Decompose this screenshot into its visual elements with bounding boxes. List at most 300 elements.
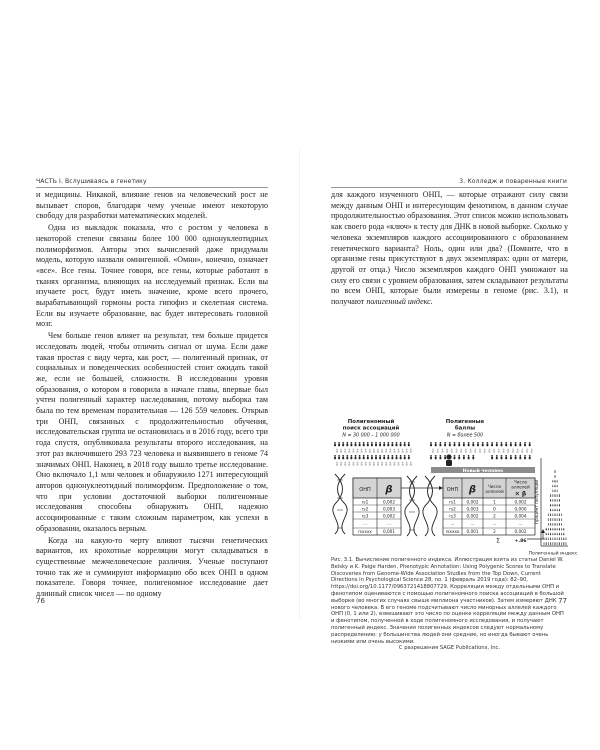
person-head [555,523,556,524]
person-head [440,455,442,457]
scores-col-snp: ОНП [446,487,459,493]
new-person-icon [446,454,452,466]
person-body [507,450,509,452]
person-head [400,455,402,457]
person-body [554,534,555,535]
person-head [557,499,558,500]
person-head [460,449,462,451]
person-body [379,457,381,459]
person-body [550,495,551,496]
person-head [334,442,336,444]
person-head [385,462,387,464]
person-body [474,450,476,452]
person-head [430,442,432,444]
person-body [398,463,400,465]
person-body [385,463,387,465]
person-body [550,529,551,530]
person-head [406,462,408,464]
gwas-table [353,478,401,535]
person-head [437,449,439,451]
person-body [496,457,498,459]
left-body-text [36,190,268,600]
person-head [529,455,531,457]
person-body [559,539,560,540]
person-body [470,450,472,452]
person-head [561,518,562,519]
person-head [559,533,560,534]
person-head [472,455,474,457]
person-body [387,444,389,446]
person-body [488,450,490,452]
person-head [557,533,558,534]
person-head [550,537,551,538]
person-body [381,450,383,452]
person-head [563,537,564,538]
person-head [552,533,553,534]
person-head [496,455,498,457]
person-head [440,442,442,444]
person-body [446,450,448,452]
person-body [435,457,437,459]
person-head [548,518,549,519]
person-body [400,444,402,446]
person-head [524,455,526,457]
person-body [550,505,551,506]
person-head [550,494,551,495]
person-head [519,442,521,444]
gwas-row1-beta: 0,002 [383,499,395,505]
person-body [371,444,373,446]
scores-col-count-1: Число [487,484,502,489]
person-body [367,457,369,459]
person-head [340,449,342,451]
person-body [449,444,451,446]
person-body [552,519,553,520]
person-body [458,444,460,446]
person-body [371,457,373,459]
person-body [468,457,470,459]
person-head [557,509,558,510]
person-head [361,449,363,451]
person-head [491,455,493,457]
person-body [355,444,357,446]
person-body [559,495,560,496]
person-body [385,450,387,452]
person-body [546,534,547,535]
gwas-last-beta: 0,001 [383,529,395,534]
person-head [552,509,553,510]
person-head [557,542,558,543]
person-body [498,450,500,452]
scores-col-product-3: × β [514,490,527,498]
person-body [552,500,553,501]
person-body [435,444,437,446]
person-head [355,442,357,444]
person-body [554,476,555,477]
gwas-title-2: поиск ассоциаций [342,425,400,432]
person-body [334,444,336,446]
person-head [365,449,367,451]
scores-last-product: 0,002 [514,529,527,534]
person-head [432,449,434,451]
person-head [361,462,363,464]
person-head [458,455,460,457]
person-body [340,450,342,452]
person-body [379,444,381,446]
person-body [367,444,369,446]
person-body [404,457,406,459]
person-body [463,444,465,446]
person-head [559,537,560,538]
person-body [550,510,551,511]
person-head [557,528,558,529]
person-body [557,510,558,511]
person-body [496,444,498,446]
person-body [519,444,521,446]
scores-col-product-2: аллелей [511,484,530,490]
person-head [507,449,509,451]
person-head [559,518,560,519]
person-head [389,449,391,451]
person-head [550,528,551,529]
person-head [408,455,410,457]
person-head [385,449,387,451]
person-body [338,457,340,459]
person-head [365,462,367,464]
person-body [393,463,395,465]
figure-polygenic-index [331,418,578,558]
right-page-number: 77 [558,597,567,605]
person-body [357,450,359,452]
person-head [550,523,551,524]
person-head [394,449,396,451]
person-body [561,529,562,530]
person-head [338,442,340,444]
person-body [437,450,439,452]
person-body [402,463,404,465]
person-head [548,537,549,538]
person-head [387,455,389,457]
polygenic-index-term: полигенный индекс [366,297,431,307]
person-head [546,533,547,534]
person-head [546,528,547,529]
person-head [550,542,551,543]
person-body [391,444,393,446]
person-head [550,509,551,510]
person-head [463,442,465,444]
gwas-row3-beta: 0,002 [383,513,395,519]
person-head [552,542,553,543]
person-head [552,480,553,481]
scores-row3-beta: 0,002 [466,513,479,519]
person-head [550,513,551,514]
to-distribution-arrow [527,529,545,539]
person-body [377,450,379,452]
right-header-rule [331,187,568,188]
person-head [389,462,391,464]
person-body [493,450,495,452]
right-body-text [331,190,568,308]
person-body [557,495,558,496]
gwas-title-1: Полигеномный [347,419,395,425]
person-head [456,449,458,451]
dna-helix-left [333,474,347,534]
person-body [486,444,488,446]
person-body [524,457,526,459]
person-body [552,524,553,525]
person-head [470,449,472,451]
person-head [458,442,460,444]
person-body [554,471,555,472]
person-head [381,449,383,451]
person-body [548,539,549,540]
person-head [435,455,437,457]
person-body [361,463,363,465]
scores-row2-product: 0,000 [514,506,527,512]
person-head [359,455,361,457]
person-body [554,519,555,520]
person-head [552,523,553,524]
person-body [505,444,507,446]
person-body [406,463,408,465]
person-body [554,543,555,544]
person-head [373,449,375,451]
person-head [402,449,404,451]
person-body [526,450,528,452]
person-head [449,442,451,444]
person-head [501,455,503,457]
person-head [474,449,476,451]
person-head [398,462,400,464]
person-head [392,455,394,457]
person-head [557,523,558,524]
person-head [468,442,470,444]
scores-row2-count: 0 [493,506,496,512]
person-body [548,543,549,544]
person-head [351,442,353,444]
person-head [559,513,560,514]
person-body [561,534,562,535]
person-head [566,537,567,538]
person-body [454,457,456,459]
scores-row3-product: 0,004 [514,513,527,519]
person-head [555,494,556,495]
person-head [408,442,410,444]
person-head [377,449,379,451]
person-head [515,455,517,457]
person-body [559,529,560,530]
figure-caption [331,557,568,652]
person-head [404,455,406,457]
person-body [548,534,549,535]
person-head [555,475,556,476]
person-head [512,449,514,451]
person-head [379,455,381,457]
gutter-shadow [299,150,300,620]
person-body [552,543,553,544]
person-body [479,450,481,452]
person-body [482,444,484,446]
person-body [375,457,377,459]
person-body [519,457,521,459]
person-body [552,481,553,482]
person-body [505,457,507,459]
person-body [430,457,432,459]
person-body [468,444,470,446]
person-head [559,504,560,505]
person-body [552,505,553,506]
person-head [544,542,545,543]
person-head [503,449,505,451]
person-body [548,515,549,516]
person-body [550,515,551,516]
scores-row2-beta: 0,003 [466,506,479,512]
person-body [342,457,344,459]
person-body [454,444,456,446]
person-body [524,444,526,446]
scores-ellipsis-2: ... [470,520,475,526]
person-head [561,537,562,538]
person-body [565,539,566,540]
person-body [451,450,453,452]
person-head [472,442,474,444]
person-head [505,455,507,457]
person-body [552,529,553,530]
person-head [548,533,549,534]
person-body [559,505,560,506]
scores-title-1: Полигенные [445,419,485,425]
person-head [446,449,448,451]
person-head [521,449,523,451]
right-paragraph-end: . [430,297,433,307]
person-head [367,442,369,444]
person-body [557,543,558,544]
person-body [561,515,562,516]
person-body [510,444,512,446]
person-head [363,455,365,457]
figure-drawing [331,418,578,558]
person-body [383,444,385,446]
transfer-arrow [401,486,443,490]
person-head [369,449,371,451]
person-head [552,513,553,514]
person-body [458,457,460,459]
person-body [559,534,560,535]
person-body [383,457,385,459]
person-body [408,444,410,446]
gwas-ellipsis-snp: ... [363,520,367,526]
person-head [369,462,371,464]
person-body [387,457,389,459]
person-head [561,523,562,524]
person-head [400,442,402,444]
person-body [346,444,348,446]
person-body [529,457,531,459]
person-head [387,442,389,444]
person-head [454,455,456,457]
y-axis-label: Процент популяции [534,479,539,525]
person-body [336,463,338,465]
scores-sample-size: N = более 500 [446,433,484,439]
person-body [348,463,350,465]
person-head [555,480,556,481]
scores-row1-beta: 0,002 [466,499,479,505]
person-head [359,442,361,444]
person-head [348,462,350,464]
person-head [555,504,556,505]
person-body [357,463,359,465]
person-body [472,444,474,446]
person-body [410,463,412,465]
person-head [353,449,355,451]
person-body [406,450,408,452]
person-body [344,463,346,465]
person-body [557,519,558,520]
person-body [456,450,458,452]
person-head [346,455,348,457]
person-head [353,462,355,464]
person-body [548,529,549,530]
person-head [552,499,553,500]
person-head [555,489,556,490]
scores-ellipsis-4: ... [518,520,523,526]
person-head [344,449,346,451]
person-head [559,542,560,543]
person-body [410,450,412,452]
person-body [352,450,354,452]
person-body [402,450,404,452]
person-body [554,505,555,506]
person-head [334,455,336,457]
person-head [377,462,379,464]
scores-row1-snp: rs1 [449,499,456,505]
person-body [441,450,443,452]
person-head [550,499,551,500]
person-body [559,524,560,525]
person-body [550,534,551,535]
person-head [396,455,398,457]
person-body [554,481,555,482]
person-body [557,524,558,525]
person-body [557,534,558,535]
person-head [487,442,489,444]
person-head [557,513,558,514]
person-head [396,442,398,444]
person-head [348,449,350,451]
left-header-rule [36,187,268,188]
person-head [381,462,383,464]
person-head [559,523,560,524]
person-body [550,519,551,520]
person-body [352,463,354,465]
person-head [555,533,556,534]
person-head [555,485,556,486]
person-head [442,449,444,451]
person-body [396,444,398,446]
person-head [550,518,551,519]
person-head [559,494,560,495]
person-body [557,539,558,540]
person-head [555,518,556,519]
person-body [554,491,555,492]
person-head [351,455,353,457]
person-body [546,543,547,544]
person-body [404,444,406,446]
person-head [559,509,560,510]
person-head [548,542,549,543]
person-body [484,450,486,452]
person-head [555,537,556,538]
